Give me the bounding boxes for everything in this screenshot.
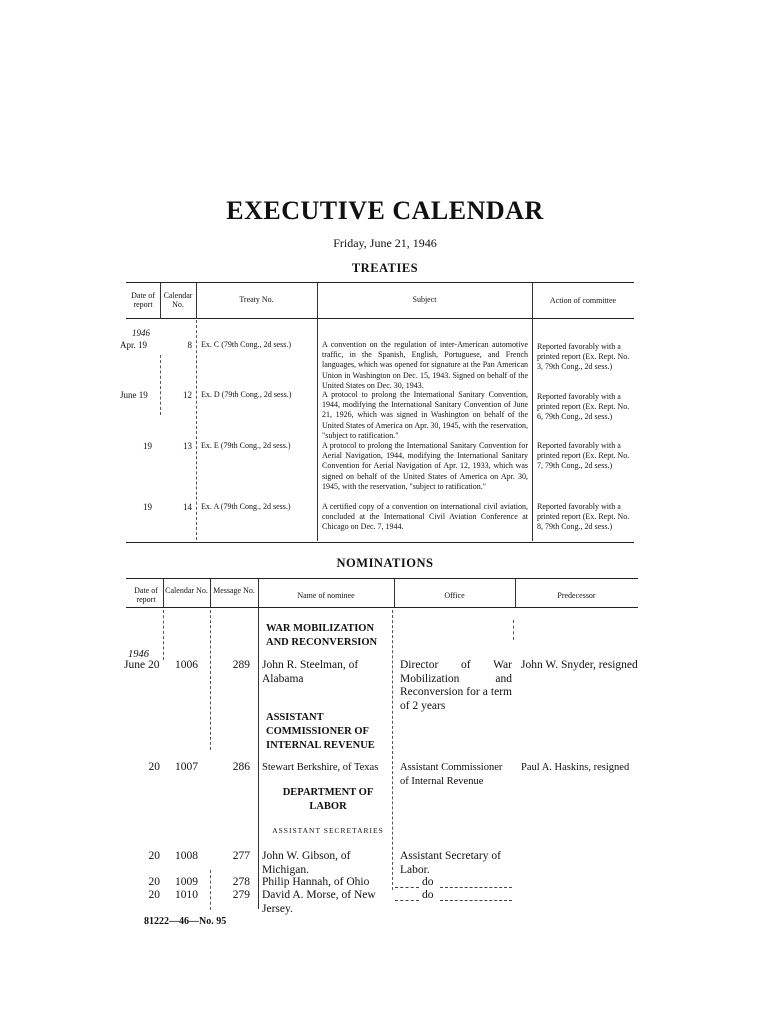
calendar-date: Friday, June 21, 1946: [333, 236, 437, 250]
page-title: EXECUTIVE CALENDAR: [226, 196, 544, 225]
col-calendar-no: Calendar No.: [163, 291, 193, 309]
group-department-of-labor: DEPARTMENT OF LABOR: [282, 787, 374, 812]
treaty-subject: A convention on the regulation of inter-American automotive traffic, in the Spanish, English, Portuguese, and French languages, which was opened for signature at the Pan American Union in Washington on Dec. 15, 1943. Signed on behalf of the United States on Dec. 30, 1943.: [322, 340, 528, 390]
treaty-no: Ex. E (79th Cong., 2d sess.): [201, 441, 291, 450]
nom-cal-no: 1010: [175, 889, 198, 901]
nom-name: Philip Hannah, of Ohio: [262, 876, 370, 888]
nom-name: Stewart Berkshire, of Texas: [262, 762, 379, 773]
nom-msg-no: 278: [232, 876, 250, 888]
treaty-action: Reported favorably with a printed report (Ex. Rept. No. 3, 79th Cong., 2d sess.): [537, 342, 630, 372]
treaty-date: 19: [143, 502, 152, 512]
subgroup-assistant-secretaries: ASSISTANT SECRETARIES: [272, 826, 384, 835]
nom-cal-no: 1006: [175, 659, 198, 671]
col-action: Action of committee: [549, 296, 617, 305]
col-nom-message: Message No.: [213, 586, 255, 595]
nom-date: 20: [148, 889, 160, 901]
nom-predecessor: Paul A. Haskins, resigned: [521, 762, 630, 773]
treaty-action: Reported favorably with a printed report (Ex. Rept. No. 6, 79th Cong., 2d sess.): [537, 392, 630, 422]
treaty-date: 19: [143, 441, 152, 451]
nom-office: Director of War Mobilization and Reconversion for a term of 2 years: [400, 659, 512, 712]
group-internal-revenue: ASSISTANT COMMISSIONER OF INTERNAL REVENUE: [266, 712, 375, 751]
nom-office: Assistant Secretary of Labor.: [400, 850, 501, 876]
nom-cal-no: 1007: [175, 761, 198, 773]
treaty-no: Ex. D (79th Cong., 2d sess.): [201, 390, 292, 399]
nom-name: John W. Gibson, of Michigan.: [262, 850, 351, 876]
treaty-cal-no: 8: [187, 340, 192, 350]
nom-msg-no: 286: [232, 761, 250, 773]
treaty-no: Ex. C (79th Cong., 2d sess.): [201, 340, 291, 349]
treaty-subject: A protocol to prolong the International Sanitary Convention, 1944, modifying the International Sanitary Convention of June 21, 1926, which was signed in Washington on behalf of the United States of America on Apr. 30, 1945, with the reservation, "subject to ratification.": [322, 390, 528, 440]
col-treaty-no: Treaty No.: [239, 295, 274, 304]
nominations-heading: NOMINATIONS: [336, 556, 434, 570]
nom-predecessor: John W. Snyder, resigned: [521, 659, 638, 671]
treaties-heading: TREATIES: [351, 261, 419, 275]
col-nom-calendar: Calendar No.: [165, 586, 208, 595]
nom-msg-no: 279: [232, 889, 250, 901]
treaty-date: June 19: [120, 390, 148, 400]
nom-office: do: [422, 876, 434, 888]
treaties-year: 1946: [132, 328, 150, 338]
treaty-subject: A certified copy of a convention on international civil aviation, concluded at the International Civil Aviation Conference at Chicago on Dec. 7, 1944.: [322, 502, 528, 532]
nom-office: do: [422, 889, 434, 901]
nom-msg-no: 277: [232, 850, 250, 862]
col-nom-name: Name of nominee: [297, 591, 355, 600]
nominations-year: 1946: [128, 649, 149, 660]
nom-cal-no: 1009: [175, 876, 198, 888]
treaty-cal-no: 12: [183, 390, 192, 400]
nom-date: 20: [148, 876, 160, 888]
nom-date: June 20: [124, 659, 160, 671]
col-nom-predecessor: Predecessor: [557, 591, 596, 600]
group-war-mobilization: WAR MOBILIZATION AND RECONVERSION: [266, 623, 378, 648]
nom-name: John R. Steelman, of Alabama: [262, 659, 359, 685]
treaty-no: Ex. A (79th Cong., 2d sess.): [201, 502, 291, 511]
treaty-subject: A protocol to prolong the International Sanitary Convention for Aerial Navigation, 1944, modifying the International Sanitary Convention for Aerial Navigation of Apr. 12, 1933, which was signed on behalf of the United States of America on Apr. 30, 1945, with the reservation, "subject to ratification.": [322, 441, 528, 491]
treaty-action: Reported favorably with a printed report (Ex. Rept. No. 8, 79th Cong., 2d sess.): [537, 502, 630, 532]
nom-msg-no: 289: [232, 659, 250, 671]
col-date-of-report: Date of report: [131, 291, 155, 309]
treaty-cal-no: 14: [183, 502, 192, 512]
treaty-action: Reported favorably with a printed report (Ex. Rept. No. 7, 79th Cong., 2d sess.): [537, 441, 630, 471]
col-subject: Subject: [412, 295, 437, 304]
col-nom-date: Date of report: [134, 586, 158, 604]
treaty-cal-no: 13: [183, 441, 192, 451]
nom-cal-no: 1008: [175, 850, 198, 862]
nom-name: David A. Morse, of New Jersey.: [262, 889, 376, 915]
nom-date: 20: [148, 850, 160, 862]
printer-line: 81222—46—No. 95: [144, 916, 227, 927]
nom-office: Assistant Commissioner of Internal Revenue: [400, 762, 503, 787]
nom-date: 20: [148, 761, 160, 773]
treaty-date: Apr. 19: [120, 340, 147, 350]
col-nom-office: Office: [444, 591, 465, 600]
